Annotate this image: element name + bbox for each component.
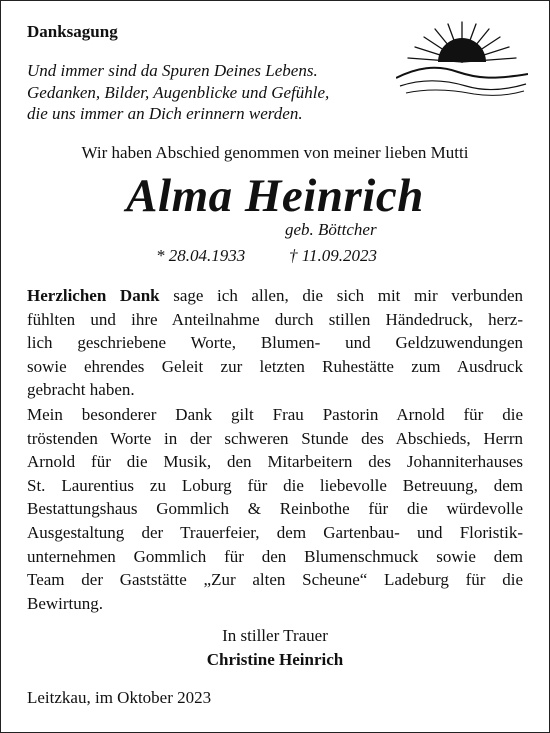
paragraph-line: Team der Gaststätte „Zur alten Scheune“ Ladeburg für die [27, 570, 523, 590]
paragraph-line: tröstenden Worte in der schweren Stunde des Abschieds, Herrn [27, 428, 523, 448]
deceased-name: Alma Heinrich [126, 170, 424, 222]
death-date: † 11.09.2023 [289, 246, 377, 265]
poem [27, 60, 329, 125]
special-thanks-paragraph [27, 403, 523, 615]
paragraph-line: fühlten und ihre Anteilnahme durch stillen Händedruck, herz- [27, 309, 523, 329]
paragraph-line: gebracht haben. [27, 380, 135, 400]
thanks-paragraph [27, 284, 523, 402]
paragraph-line: Ausgestaltung der Trauerfeier, dem Gartenbau- und Floristik- [27, 522, 523, 542]
poem-line: die uns immer an Dich erinnern werden. [27, 104, 303, 123]
paragraph-line: Bewirtung. [27, 593, 104, 613]
signature: Christine Heinrich [206, 650, 344, 669]
notice-heading: Danksagung [27, 22, 118, 41]
poem-line: Gedanken, Bilder, Augenblicke und Gefühle, [27, 82, 330, 102]
sunset-over-hills-icon [396, 18, 528, 98]
paragraph-line: St. Laurentius zu Loburg für die liebevolle Betreuung, dem [27, 475, 523, 495]
paragraph-line: unternehmen Gommlich für den Blumenschmuck sowie dem [27, 546, 523, 566]
birth-name: geb. Böttcher [285, 220, 377, 239]
closing-greeting: In stiller Trauer [222, 626, 328, 645]
paragraph-line: Mein besonderer Dank gilt Frau Pastorin Arnold für die [27, 405, 523, 424]
poem-line: Und immer sind da Spuren Deines Lebens. [27, 61, 318, 80]
paragraph-line: Bestattungshaus Gommlich & Reinbothe für die würdevolle [27, 499, 523, 519]
intro-text: Wir haben Abschied genommen von meiner lieben Mutti [81, 143, 469, 162]
thanks-lead: Herzlichen Dank [27, 286, 160, 305]
thanks-text: sage ich allen, die sich mit mir verbunden [159, 286, 523, 305]
paragraph-line: Arnold für die Musik, den Mitarbeitern des Johanniterhauses [27, 452, 523, 472]
birth-date: * 28.04.1933 [156, 246, 246, 265]
place-date: Leitzkau, im Oktober 2023 [27, 688, 212, 707]
paragraph-line: lich geschriebene Worte, Blumen- und Geldzuwendungen [27, 333, 523, 353]
paragraph-line: sowie ehrendes Geleit zur letzten Ruhestätte zum Ausdruck [27, 356, 523, 376]
paragraph-line [27, 284, 523, 308]
